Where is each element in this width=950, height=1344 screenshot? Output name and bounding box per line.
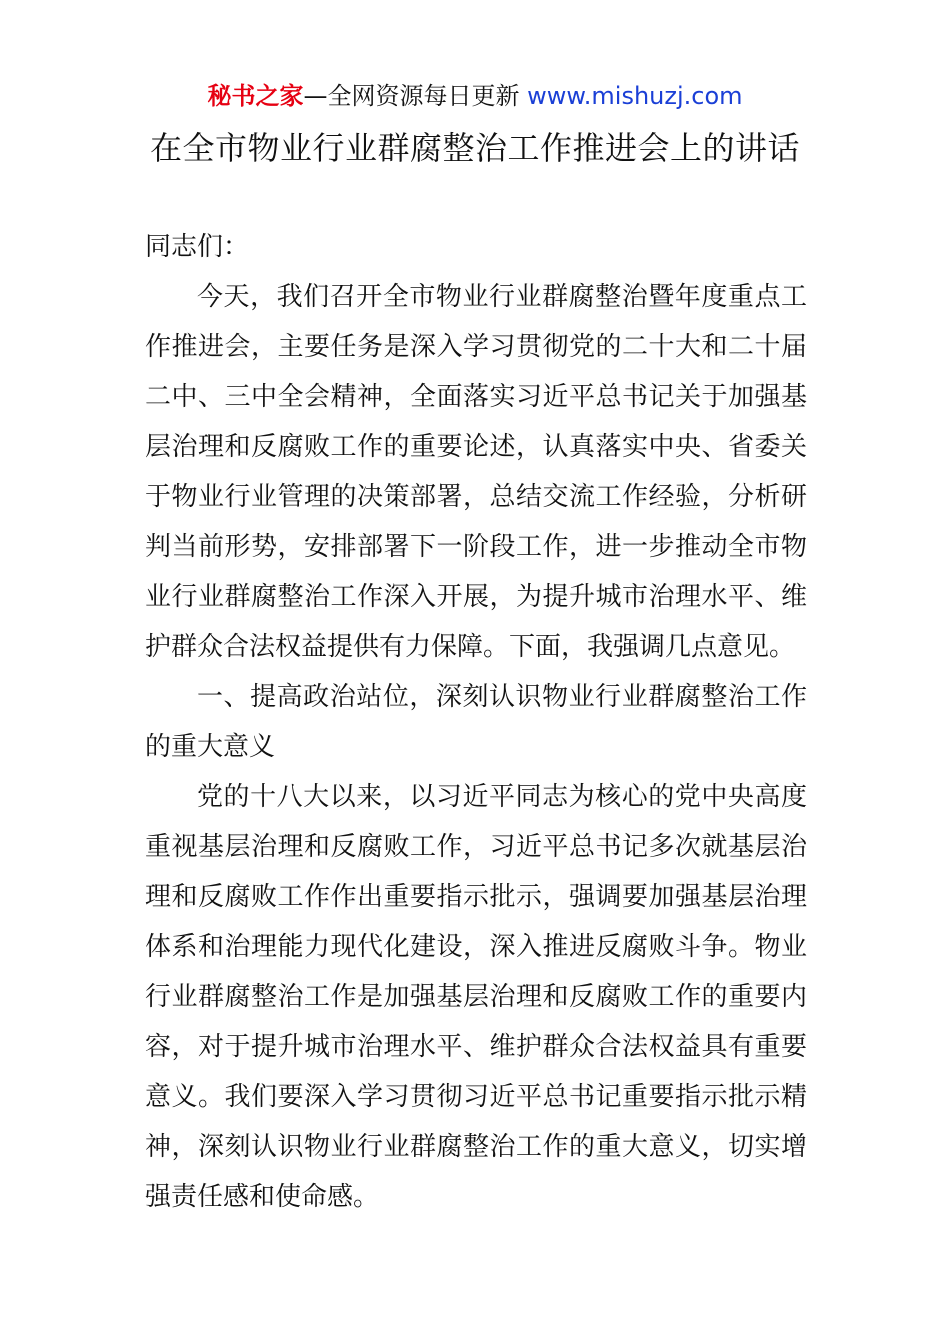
site-name: 秘书之家 bbox=[207, 82, 304, 110]
site-header bbox=[0, 80, 950, 112]
site-url-link[interactable]: www.mishuzj.com bbox=[527, 82, 743, 110]
paragraph-intro: 今天，我们召开全市物业行业群腐整治暨年度重点工作推进会，主要任务是深入学习贯彻党的二十大和二十届二中、三中全会精神，全面落实习近平总书记关于加强基层治理和反腐败工作的重要论述，认真落实中央、省委关于物业行业管理的决策部署，总结交流工作经验，分析研判当前形势，安排部署下一阶段工作，进一步推动全市物业行业群腐整治工作深入开展，为提升城市治理水平、维护群众合法权益提供有力保障。下面，我强调几点意见。 bbox=[145, 282, 807, 662]
salutation: 同志们： bbox=[145, 232, 250, 262]
document-title: 在全市物业行业群腐整治工作推进会上的讲话 bbox=[149, 129, 800, 167]
document-body bbox=[145, 222, 807, 1222]
site-tagline: —全网资源每日更新 bbox=[303, 82, 520, 110]
section-heading: 一、提高政治站位，深刻认识物业行业群腐整治工作的重大意义 bbox=[145, 682, 807, 762]
paragraph-section-1: 党的十八大以来，以习近平同志为核心的党中央高度重视基层治理和反腐败工作，习近平总书记多次就基层治理和反腐败工作作出重要指示批示，强调要加强基层治理体系和治理能力现代化建设，深入推进反腐败斗争。物业行业群腐整治工作是加强基层治理和反腐败工作的重要内容，对于提升城市治理水平、维护群众合法权益具有重要意义。我们要深入学习贯彻习近平总书记重要指示批示精神，深刻认识物业行业群腐整治工作的重大意义，切实增强责任感和使命感。 bbox=[145, 782, 807, 1212]
